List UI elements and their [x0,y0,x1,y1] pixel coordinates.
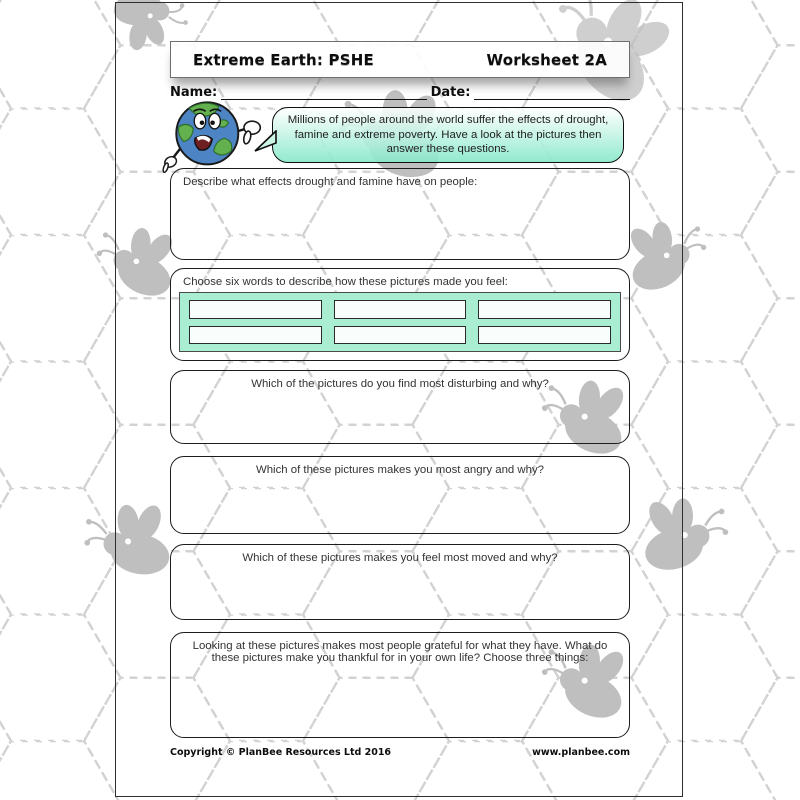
feeling-word-cell[interactable] [478,326,611,345]
question-text: Which of these pictures makes you feel most moved and why? [242,552,558,564]
feeling-word-cell[interactable] [189,300,322,319]
earth-character-icon [160,94,266,176]
question-text: Which of the pictures do you find most disturbing and why? [251,378,549,390]
question-text: Choose six words to describe how these pictures made you feel: [183,276,508,288]
date-field[interactable] [474,86,630,100]
feeling-word-cell[interactable] [478,300,611,319]
feeling-word-cell[interactable] [189,326,322,345]
question-box-4 [170,456,630,534]
answer-area[interactable] [183,564,617,612]
worksheet-code: Worksheet 2A [486,50,607,69]
question-box-1 [170,168,630,260]
copyright-text: Copyright © PlanBee Resources Ltd 2016 [170,747,392,758]
answer-area[interactable] [183,390,617,436]
worksheet-header [170,41,630,78]
question-box-5 [170,544,630,620]
answer-area[interactable] [183,476,617,526]
intro-speech-bubble [272,107,624,163]
website-link[interactable]: www.planbee.com [532,747,630,758]
question-text: Which of these pictures makes you most angry and why? [255,464,545,476]
answer-area[interactable] [183,188,617,252]
page-title: Extreme Earth: PSHE [193,50,374,69]
feeling-word-cell[interactable] [334,326,467,345]
feeling-word-cell[interactable] [334,300,467,319]
date-label: Date: [430,85,471,100]
feeling-words-grid [179,292,621,352]
page-footer [170,747,630,758]
name-label: Name: [170,85,218,100]
question-box-2 [170,268,630,361]
intro-text: Millions of people around the world suffer the effects of drought, famine and extreme poverty. Have a look at the pictures then answer these questions. [287,113,609,156]
question-box-3 [170,370,630,444]
question-text: Describe what effects drought and famine have on people: [183,176,478,188]
question-box-6 [170,632,630,738]
answer-area[interactable] [187,664,613,730]
question-text: Looking at these pictures makes most people grateful for what they have. What do these pictures make you thankful for in your own life? Choose three things: [192,640,608,664]
